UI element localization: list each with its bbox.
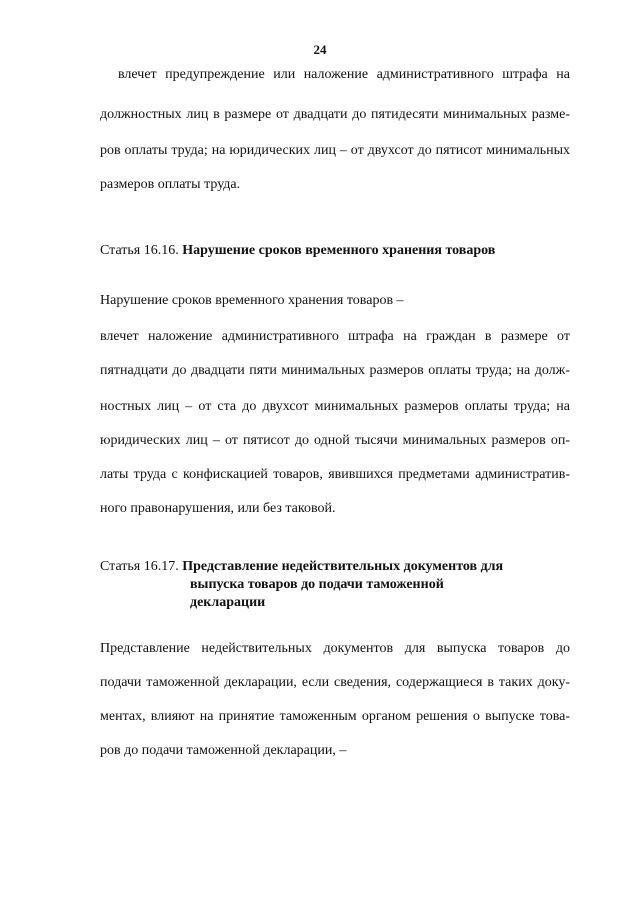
paragraph-intro: Нарушение сроков временного хранения товаров – xyxy=(100,293,404,308)
article-title-line-2: выпуска товаров до подачи таможенной xyxy=(190,577,444,592)
paragraph-line: должностных лиц в размере от двадцати до пятидесяти минимальных разме- xyxy=(100,107,570,122)
paragraph-line: влечет наложение административного штрафа на граждан в размере от xyxy=(100,329,570,344)
paragraph-line: юридических лиц – от пятисот до одной тысячи минимальных размеров оп- xyxy=(100,433,570,448)
paragraph-line: ного правонарушения, или без таковой. xyxy=(100,501,336,516)
page-number: 24 xyxy=(313,42,327,57)
paragraph-line: подачи таможенной декларации, если сведения, содержащиеся в таких доку- xyxy=(100,675,570,690)
paragraph-line: ров до подачи таможенной декларации, – xyxy=(100,743,347,758)
paragraph-line: Представление недействительных документов для выпуска товаров до xyxy=(100,641,570,656)
paragraph-line: пятнадцати до двадцати пяти минимальных размеров оплаты труда; на долж- xyxy=(100,363,570,378)
article-heading-16-17 xyxy=(100,558,503,576)
article-heading-16-16 xyxy=(100,242,495,260)
article-title-line-3: декларации xyxy=(190,595,266,610)
paragraph-line: влечет предупреждение или наложение административного штрафа на xyxy=(118,67,570,82)
article-label: Статья 16.17. xyxy=(100,559,179,574)
paragraph-line: размеров оплаты труда. xyxy=(100,177,241,192)
article-title-line-1: Представление недействительных документов для xyxy=(182,559,504,574)
paragraph-line: латы труда с конфискацией товаров, явившихся предметами административ- xyxy=(100,467,570,482)
article-label: Статья 16.16. xyxy=(100,243,179,258)
paragraph-line: ров оплаты труда; на юридических лиц – от двухсот до пятисот минимальных xyxy=(100,143,570,158)
paragraph-line: ментах, влияют на принятие таможенным органом решения о выпуске това- xyxy=(100,709,570,724)
article-title: Нарушение сроков временного хранения товаров xyxy=(182,243,496,258)
paragraph-line: ностных лиц – от ста до двухсот минимальных размеров оплаты труда; на xyxy=(100,399,570,414)
